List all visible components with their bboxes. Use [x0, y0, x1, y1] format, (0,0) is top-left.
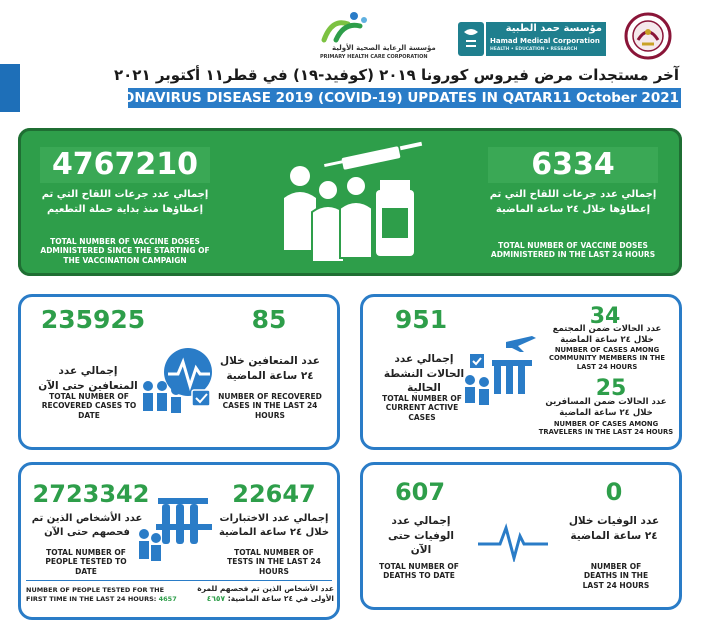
hmc-logo [458, 22, 606, 56]
hmc-logo-mark [458, 22, 484, 56]
heartbeat-line-icon [478, 522, 548, 562]
page-title-en: CORONAVIRUS DISEASE 2019 (COVID-19) UPDATES IN QATAR11 October 2021 [91, 90, 679, 106]
vaccine-daily-en: TOTAL NUMBER OF VACCINE DOSES ADMINISTERED IN THE LAST 24 HOURS [490, 241, 656, 260]
active-total-value: 951 [394, 305, 448, 334]
tests-daily-en: TOTAL NUMBER OF TESTS IN THE LAST 24 HOURS [227, 548, 321, 576]
hmc-tagline: HEALTH • EDUCATION • RESEARCH [490, 47, 578, 52]
first-time-en-value: 4657 [158, 594, 177, 603]
vaccine-total-ar: إجمالي عدد جرعات اللقاح التي تم إعطاؤها منذ بداية حملة التطعيم [41, 189, 209, 215]
vaccination-people-icon [272, 138, 432, 268]
traveler-cases-value: 25 [595, 376, 627, 401]
active-cases-icon [462, 330, 542, 410]
first-time-en [26, 586, 178, 604]
tests-total-en: TOTAL NUMBER OF PEOPLE TESTED TO DATE [45, 548, 127, 576]
title-accent [0, 64, 20, 112]
phcc-logo-ar: مؤسسة الرعاية الصحية الأولية [332, 44, 436, 52]
recovered-daily-value: 85 [251, 305, 287, 334]
test-tubes-icon [138, 494, 214, 564]
vaccine-total-value: 4767210 [40, 147, 210, 183]
vaccine-total-en: TOTAL NUMBER OF VACCINE DOSES ADMINISTERED SINCE THE STARTING OF THE VACCINATION CAMPAIGN [40, 237, 210, 265]
page-title-ar: آخر مستجدات مرض فيروس كورونا ٢٠١٩ (كوفيد-١٩) في قطر١١ أكتوبر ٢٠٢١ [114, 66, 679, 84]
deaths-total-en: TOTAL NUMBER OF DEATHS TO DATE [379, 562, 459, 581]
recovered-total-en: TOTAL NUMBER OF RECOVERED CASES TO DATE [41, 392, 137, 420]
active-total-en: TOTAL NUMBER OF CURRENT ACTIVE CASES [382, 394, 462, 422]
hmc-emblem-icon [458, 22, 484, 56]
recovered-daily-ar: عدد المتعافين خلال ٢٤ ساعة الماضية [220, 355, 320, 382]
traveler-cases-ar: عدد الحالات ضمن المسافرين خلال ٢٤ ساعة الماضية [545, 397, 667, 419]
tests-daily-ar: إجمالي عدد الاختبارات خلال ٢٤ ساعة الماضية [218, 513, 330, 538]
first-time-ar-label: عدد الأشخاص الذين تم فحصهم للمرة الأولى في ٢٤ ساعة الماضية: [197, 584, 334, 604]
moph-logo [624, 12, 672, 60]
phcc-logo-en: PRIMARY HEALTH CARE CORPORATION [320, 54, 428, 60]
community-cases-ar: عدد الحالات ضمن المجتمع خلال ٢٤ ساعة الماضية [552, 324, 662, 346]
deaths-daily-en: NUMBER OF DEATHS IN THE LAST 24 HOURS [582, 562, 650, 590]
deaths-daily-value: 0 [605, 478, 623, 506]
community-cases-en: NUMBER OF CASES AMONG COMMUNITY MEMBERS IN THE LAST 24 HOURS [549, 346, 665, 371]
vaccine-daily-ar: إجمالي عدد جرعات اللقاح التي تم إعطاؤها خلال ٢٤ ساعة الماضية [489, 189, 657, 215]
recovered-daily-en: NUMBER OF RECOVERED CASES IN THE LAST 24 HOURS [218, 392, 322, 420]
deaths-daily-ar: عدد الوفيات خلال ٢٤ ساعة الماضية [568, 515, 660, 542]
deaths-total-ar: إجمالي عدد الوفيات حتى الآن [388, 515, 454, 557]
tests-total-value: 2723342 [32, 480, 150, 508]
tests-daily-value: 22647 [232, 480, 316, 508]
vaccine-daily-value: 6334 [488, 147, 658, 183]
active-total-ar: إجمالي عدد الحالات النشطة الحالية [383, 353, 465, 395]
first-time-ar [184, 584, 334, 604]
phcc-logo [318, 10, 436, 60]
hmc-logo-ar: مؤسسة حمد الطبية [505, 23, 602, 34]
first-time-en-label: NUMBER OF PEOPLE TESTED FOR THE FIRST TIME IN THE LAST 24 HOURS: [26, 586, 165, 603]
community-cases-value: 34 [589, 304, 621, 329]
recovered-total-ar: إجمالي عدد المتعافين حتى الآن [38, 365, 138, 392]
phcc-logo-icon [318, 10, 374, 46]
tests-total-ar: عدد الأشخاص الذين تم فحصهم حتى الآن [31, 513, 143, 538]
first-time-ar-value: ٤٦٥٧ [206, 594, 226, 604]
recovered-total-value: 235925 [40, 305, 146, 334]
recovered-heartbeat-icon [138, 346, 218, 416]
ministry-emblem-icon [624, 12, 672, 60]
traveler-cases-en: NUMBER OF CASES AMONG TRAVELERS IN THE LAST 24 HOURS [538, 420, 674, 437]
tests-divider [26, 580, 332, 581]
deaths-total-value: 607 [394, 478, 446, 506]
hmc-logo-en: Hamad Medical Corporation [490, 37, 600, 45]
